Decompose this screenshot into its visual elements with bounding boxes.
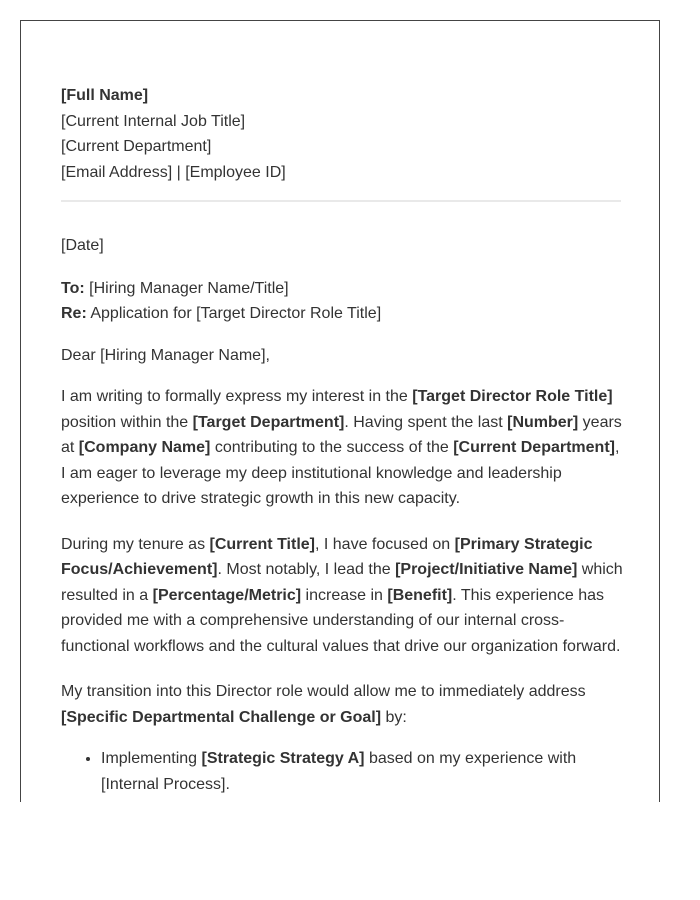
- letter-page: [20, 20, 660, 802]
- bullet-strategy: [Strategic Strategy A]: [201, 750, 365, 767]
- salutation: Dear [Hiring Manager Name],: [61, 346, 270, 364]
- p1-text-6: , I am eager to leverage my deep institutional knowledge and leadership experience to drive strategic growth in this new capacity.: [61, 439, 620, 507]
- p3-text-1: My transition into this Director role would allow me to immediately address: [61, 683, 586, 700]
- p2-text-5: increase in: [301, 586, 388, 604]
- paragraph-transition: [61, 679, 626, 730]
- p1-text-2: position within the: [61, 413, 193, 431]
- re-label: Re:: [61, 305, 87, 322]
- p2-text-1: During my tenure as: [61, 535, 210, 553]
- to-value: [Hiring Manager Name/Title]: [84, 279, 289, 297]
- contact-separator: |: [172, 163, 186, 181]
- p1-text-5: contributing to the success of the: [210, 439, 454, 456]
- p2-text-6: . This experience has provided me with a comprehensive understanding of our internal cross-functional workflows and the cultural values that drive our organization forward.: [61, 586, 621, 655]
- p1-target-role: [Target Director Role Title]: [412, 388, 613, 405]
- paragraph-interest: [61, 384, 626, 512]
- to-label: To:: [61, 279, 85, 297]
- p3-text-2: by:: [381, 708, 407, 726]
- bullet-text-1: Implementing: [101, 750, 202, 767]
- strategy-list: [61, 746, 626, 797]
- sender-department: [Current Department]: [61, 138, 212, 155]
- p2-metric: [Percentage/Metric]: [152, 586, 302, 604]
- p2-benefit: [Benefit]: [387, 586, 453, 604]
- p2-text-4: which resulted in a: [61, 561, 623, 604]
- sender-employee-id: [Employee ID]: [185, 163, 286, 181]
- p1-text-1: I am writing to formally express my interest in the: [61, 388, 413, 405]
- sender-contact-line: [61, 160, 626, 186]
- p1-current-department: [Current Department]: [453, 439, 615, 456]
- p1-company-name: [Company Name]: [78, 439, 211, 456]
- sender-header: [61, 83, 626, 185]
- p1-number: [Number]: [507, 413, 579, 431]
- re-line: [61, 301, 626, 327]
- paragraph-experience: [61, 532, 626, 660]
- list-item: [101, 746, 626, 797]
- p1-target-department: [Target Department]: [192, 413, 345, 431]
- to-line: [61, 276, 626, 302]
- p2-project-name: [Project/Initiative Name]: [395, 561, 578, 578]
- letter-body: [61, 83, 626, 797]
- letter-date: [Date]: [61, 237, 104, 254]
- p2-text-3: . Most notably, I lead the: [217, 561, 396, 578]
- recipient-block: [61, 276, 626, 327]
- p2-current-title: [Current Title]: [209, 535, 315, 553]
- header-divider: [61, 200, 621, 202]
- re-value: Application for [Target Director Role Title]: [86, 305, 382, 322]
- p1-text-4: years at: [61, 413, 622, 456]
- sender-full-name: [Full Name]: [61, 87, 149, 104]
- bullet-text-2: based on my experience with [Internal Process].: [101, 750, 577, 793]
- p2-text-2: , I have focused on: [315, 535, 455, 553]
- sender-email: [Email Address]: [61, 163, 173, 181]
- p1-text-3: . Having spent the last: [344, 413, 508, 431]
- p3-challenge: [Specific Departmental Challenge or Goal]: [61, 708, 382, 726]
- p2-primary-focus: [Primary Strategic Focus/Achievement]: [61, 535, 593, 578]
- sender-job-title: [Current Internal Job Title]: [61, 112, 246, 130]
